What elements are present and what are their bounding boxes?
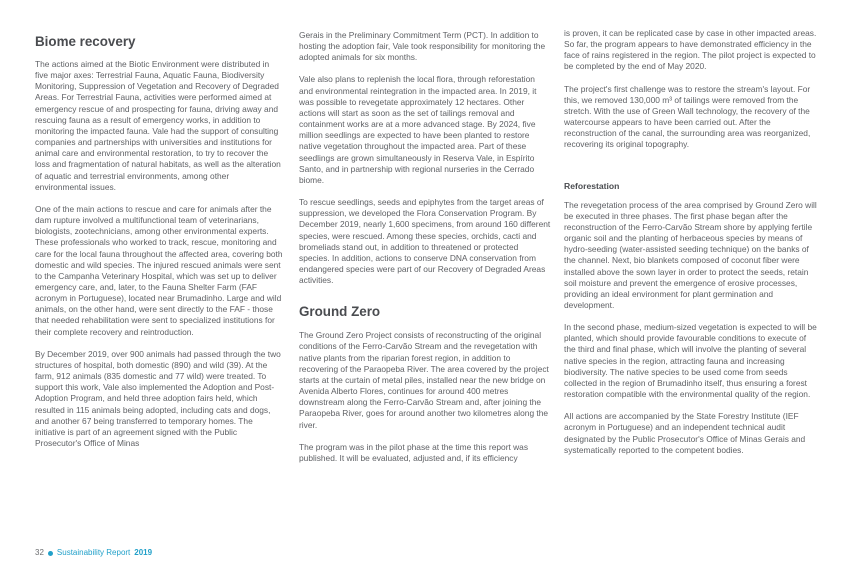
paragraph: The program was in the pilot phase at the time this report was published. It will be evaluated, adjusted and, if its efficiency	[299, 441, 529, 463]
paragraph: By December 2019, over 900 animals had passed through the two structures of hospital, both domestic (890) and wild (39). At the farm, 912 animals (835 domestic and 77 wild) were treated. To support this work, Vale also implemented the Adoption and Post-Adoption Program, and held three adoption fairs held, which resulted in 115 animals being adopted, including cats and dogs, and another 67 being transferred to temporary homes. The initiative is part of an agreement signed with the Public Prosecutor's Office of Minas	[35, 348, 281, 448]
page-number: 32	[35, 548, 44, 557]
paragraph: is proven, it can be replicated case by case in other impacted areas. So far, the program appears to have demonstrated efficiency in the face of rains registered in the region. The pilot project is expected to be completed by the end of May 2020.	[564, 28, 817, 72]
page-footer	[35, 548, 152, 558]
paragraph: To rescue seedlings, seeds and epiphytes from the target areas of suppression, we developed the Flora Conservation Program. By December 2019, nearly 1,600 specimens, from around 160 different species, were rescued. Among these species, orchids, cacti and bromeliads stand out, in addition to threatened or protected species. In addition, actions to conserve DNA conservation from endangered species were part of our Recovery of Degraded Areas activities.	[299, 197, 551, 286]
column-middle	[299, 30, 551, 475]
subheading-reforestation: Reforestation	[564, 180, 620, 191]
report-year: 2019	[134, 548, 153, 557]
section-heading-biome-recovery: Biome recovery	[35, 34, 136, 49]
paragraph: One of the main actions to rescue and care for animals after the dam rupture involved a multifunctional team of veterinarians, biologists, zootechnicians, among other environmental experts. These professionals who worked to track, rescue, monitoring and care for the local fauna throughout the affected area, covering both domestic and wild species. The injured rescued animals were sent to the Campanha Veterinary Hospital, which was set up to deliver emergency care, and, later, to the Fauna Shelter Farm (FAF acronym in Portuguese), located near Brumadinho. Large and wild animals, on the other hand, were sent directly to the FAF - those that needed rehabilitation were sent to specialized institutions for their complete recovery and reintroduction.	[35, 203, 283, 337]
paragraph: The project's first challenge was to restore the stream's layout. For this, we removed 130,000 m³ of tailings were removed from the stretch. With the use of Green Wall technology, the recovery of the watercourse appears to have been carried out. After the reconstruction of the canal, the surrounding area was reorganized, recovering its original topography.	[564, 83, 811, 150]
paragraph: Vale also plans to replenish the local flora, through reforestation and environmental reintegration in the impacted area. In 2019, it was possible to revegetate approximately 12 hectares. Other actions will start as soon as the set of tailings removal and containment works are at a more advanced stage. By 2024, five million seedlings are expected to have been planted to restore native vegetation throughout the impacted area. Part of these seedlings are grown simultaneously in Reserva Vale, in Espírito Santo, and in partnership with regional nurseries in the Cerrado biome.	[299, 74, 537, 185]
section-heading-ground-zero: Ground Zero	[299, 304, 381, 320]
report-name: Sustainability Report	[56, 548, 131, 557]
paragraph: The revegetation process of the area comprised by Ground Zero will be executed in three phases. The first phase began after the reconstruction of the Ferro-Carvão Stream shore by applying fertile organic soil and the planting of herbaceous species by means of hydro-seeding (water-assisted seeding technique) on the banks of the channel. Next, bio blankets composed of coconut fiber were installed above the sown layer in order to protect the seeds, retain soil moisture and prevent the emergence of erosive processes, providing an ideal environment for plant germination and development.	[564, 199, 817, 310]
paragraph: In the second phase, medium-sized vegetation is expected to will be planted, which should provide favourable conditions to execute of the third and final phase, which will involve the planting of several native species in the region, attracting fauna and increasing biodiversity. The native species to be used come from seeds collected in the region of Brumadinho itself, thus ensuring a forest restoration compatible with the environmental quality of the region.	[564, 322, 817, 400]
column-left	[35, 28, 283, 460]
paragraph: The Ground Zero Project consists of reconstructing of the original conditions of the Ferro-Carvão Stream and the revegetation with native plants from the riparian forest region, in addition to recovering of the Paraopeba River. The area covered by the project starts at the curtain of metal piles, installed near the new bridge on Avenida Alberto Flores, continues for around 400 metres downstream along the Ferro-Carvão Stream and, after joining the Paraopeba River, goes for around another two kilometres along the river.	[299, 330, 549, 430]
paragraph: Gerais in the Preliminary Commitment Term (PCT). In addition to hosting the adoption fair, Vale took responsibility for monitoring the adopted animals for six months.	[299, 30, 546, 63]
paragraph: All actions are accompanied by the State Forestry Institute (IEF acronym in Portuguese) and an independent technical audit designated by the Public Prosecutor's Office of Minas Gerais and systematically reported to the competent bodies.	[564, 411, 806, 455]
column-right	[564, 28, 818, 467]
bullet-dot-icon	[48, 551, 53, 556]
paragraph: The actions aimed at the Biotic Environment were distributed in five major axes: Terrestrial Fauna, Aquatic Fauna, Biodiversity Monitoring, Suppression of Vegetation and Recovery of Degraded Areas. For Terrestrial Fauna, activities were performed aimed at emergency rescue of and prospecting for fauna, driving away and rescuing fauna as a result of emergency works, in addition to monitoring the impacted fauna. Vale had the support of consulting companies and partnerships with universities and institutions for animal care and environmental restoration, to try to recover the loss and fragmentation of natural habitats, as well as the alteration of aquatic and terrestrial environments, among other environmental issues.	[35, 59, 281, 192]
